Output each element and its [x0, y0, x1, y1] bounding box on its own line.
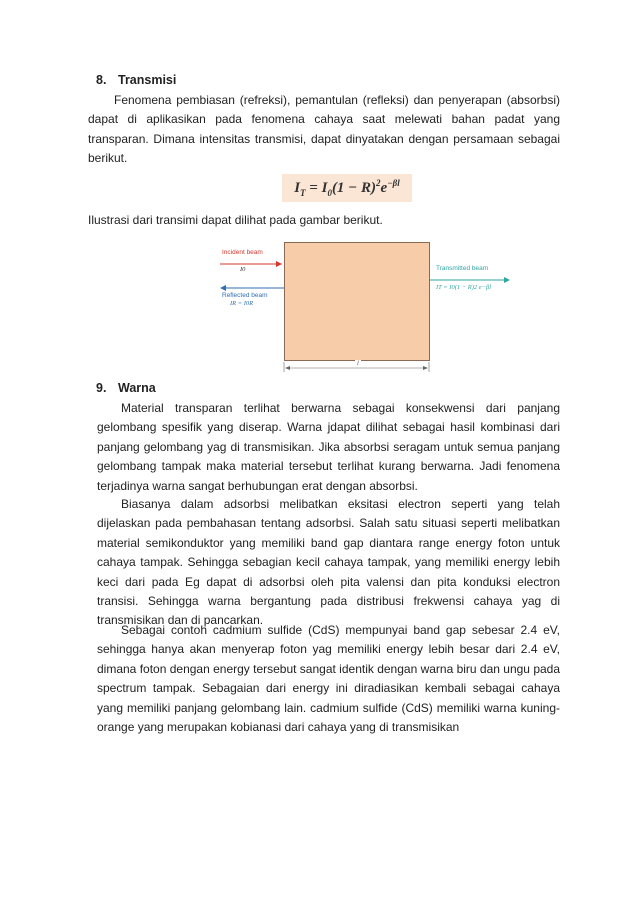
transmission-figure — [218, 238, 518, 376]
material-slab — [284, 242, 430, 361]
section-8-paragraph-2: Ilustrasi dari transimi dapat dilihat pada gambar berikut. — [88, 213, 383, 227]
section-9-paragraph-3: Sebagai contoh cadmium sulfide (CdS) mempunyai band gap sebesar 2.4 eV, sehingga hanya akan menyerap foton yag memiliki energy lebih besar dari 2.4 eV, dimana foton dengan energy tersebut sangat identik dengan warna biru dan ungu pada spectrum tampak. Sebagaian dari energy ini diradiasikan kembali sebagai cahaya yang memiliki panjang gelombang lain. cadmium sulfide (CdS) memiliki warna kuning-orange yang merupakan kobianasi dari cahaya yang di transmisikan — [97, 623, 561, 735]
formula-text: $I_T = I_0(1 - R)^2e^{-\beta l}$ — [294, 178, 400, 198]
section-9-number: 9. — [96, 381, 107, 395]
incident-arrowhead — [276, 261, 282, 267]
section-8-paragraph-1: Fenomena pembiasan (refreksi), pemantulan (refleksi) dan penyerapan (absorbsi) dapat di aplikasikan pada fenomena cahaya saat melewati bahan padat yang transparan. Dimana intensitas transmisi, dapat dinyatakan dengan persamaan sebagai berikut. — [88, 93, 560, 166]
reflected-arrowhead — [220, 285, 226, 291]
transmitted-arrowhead — [504, 277, 510, 283]
transmission-formula — [282, 174, 412, 202]
transmitted-beam-label: Transmitted beam — [436, 265, 489, 272]
section-8-title: Transmisi — [118, 73, 177, 87]
incident-beam-label: Incident beam — [222, 249, 263, 256]
section-8-heading — [96, 73, 176, 87]
thickness-label: l — [357, 360, 359, 367]
section-9-heading — [96, 381, 156, 395]
incident-beam-symbol: I0 — [240, 266, 246, 273]
section-9-paragraph-1: Material transparan terlihat berwarna sebagai konsekwensi dari panjang gelombang spesifik yang diserap. Warna jdapat dilihat sebagai hasil kombinasi dari panjang gelombang yag di transmisikan. Jika absorbsi seragam untuk semua panjang gelombang tampak maka material tersebut terlihat kurang berwarna. Jadi fenomena terjadinya warna sangat berhubungan erat dengan absorbsi. — [97, 401, 560, 493]
section-9-title: Warna — [118, 381, 156, 395]
reflected-beam-equation: IR = I0R — [230, 300, 254, 307]
section-9-paragraph-2: Biasanya dalam adsorbsi melibatkan eksitasi electron seperti yang telah dijelaskan pada pembahasan tentang adsorbsi. Salah satu situasi seperti melibatkan material semikonduktor yang memiliki band gap diantara range energy foton untuk cahaya tampak. Sehingga sebagian kecil cahaya tampak, yang memiliki energy lebih keci dari pada Eg dapat di adsorbsi oleh pita valensi dan pita konduksi electron transisi. Sehingga warna bergantung pada distribusi frekwensi cahaya yag di transmisikan dan di pancarkan. — [97, 497, 560, 628]
transmitted-beam-equation: IT = I0(1 − R)2 e−βl — [436, 284, 492, 291]
reflected-beam-label: Reflected beam — [222, 292, 268, 299]
section-8-number: 8. — [96, 73, 107, 87]
